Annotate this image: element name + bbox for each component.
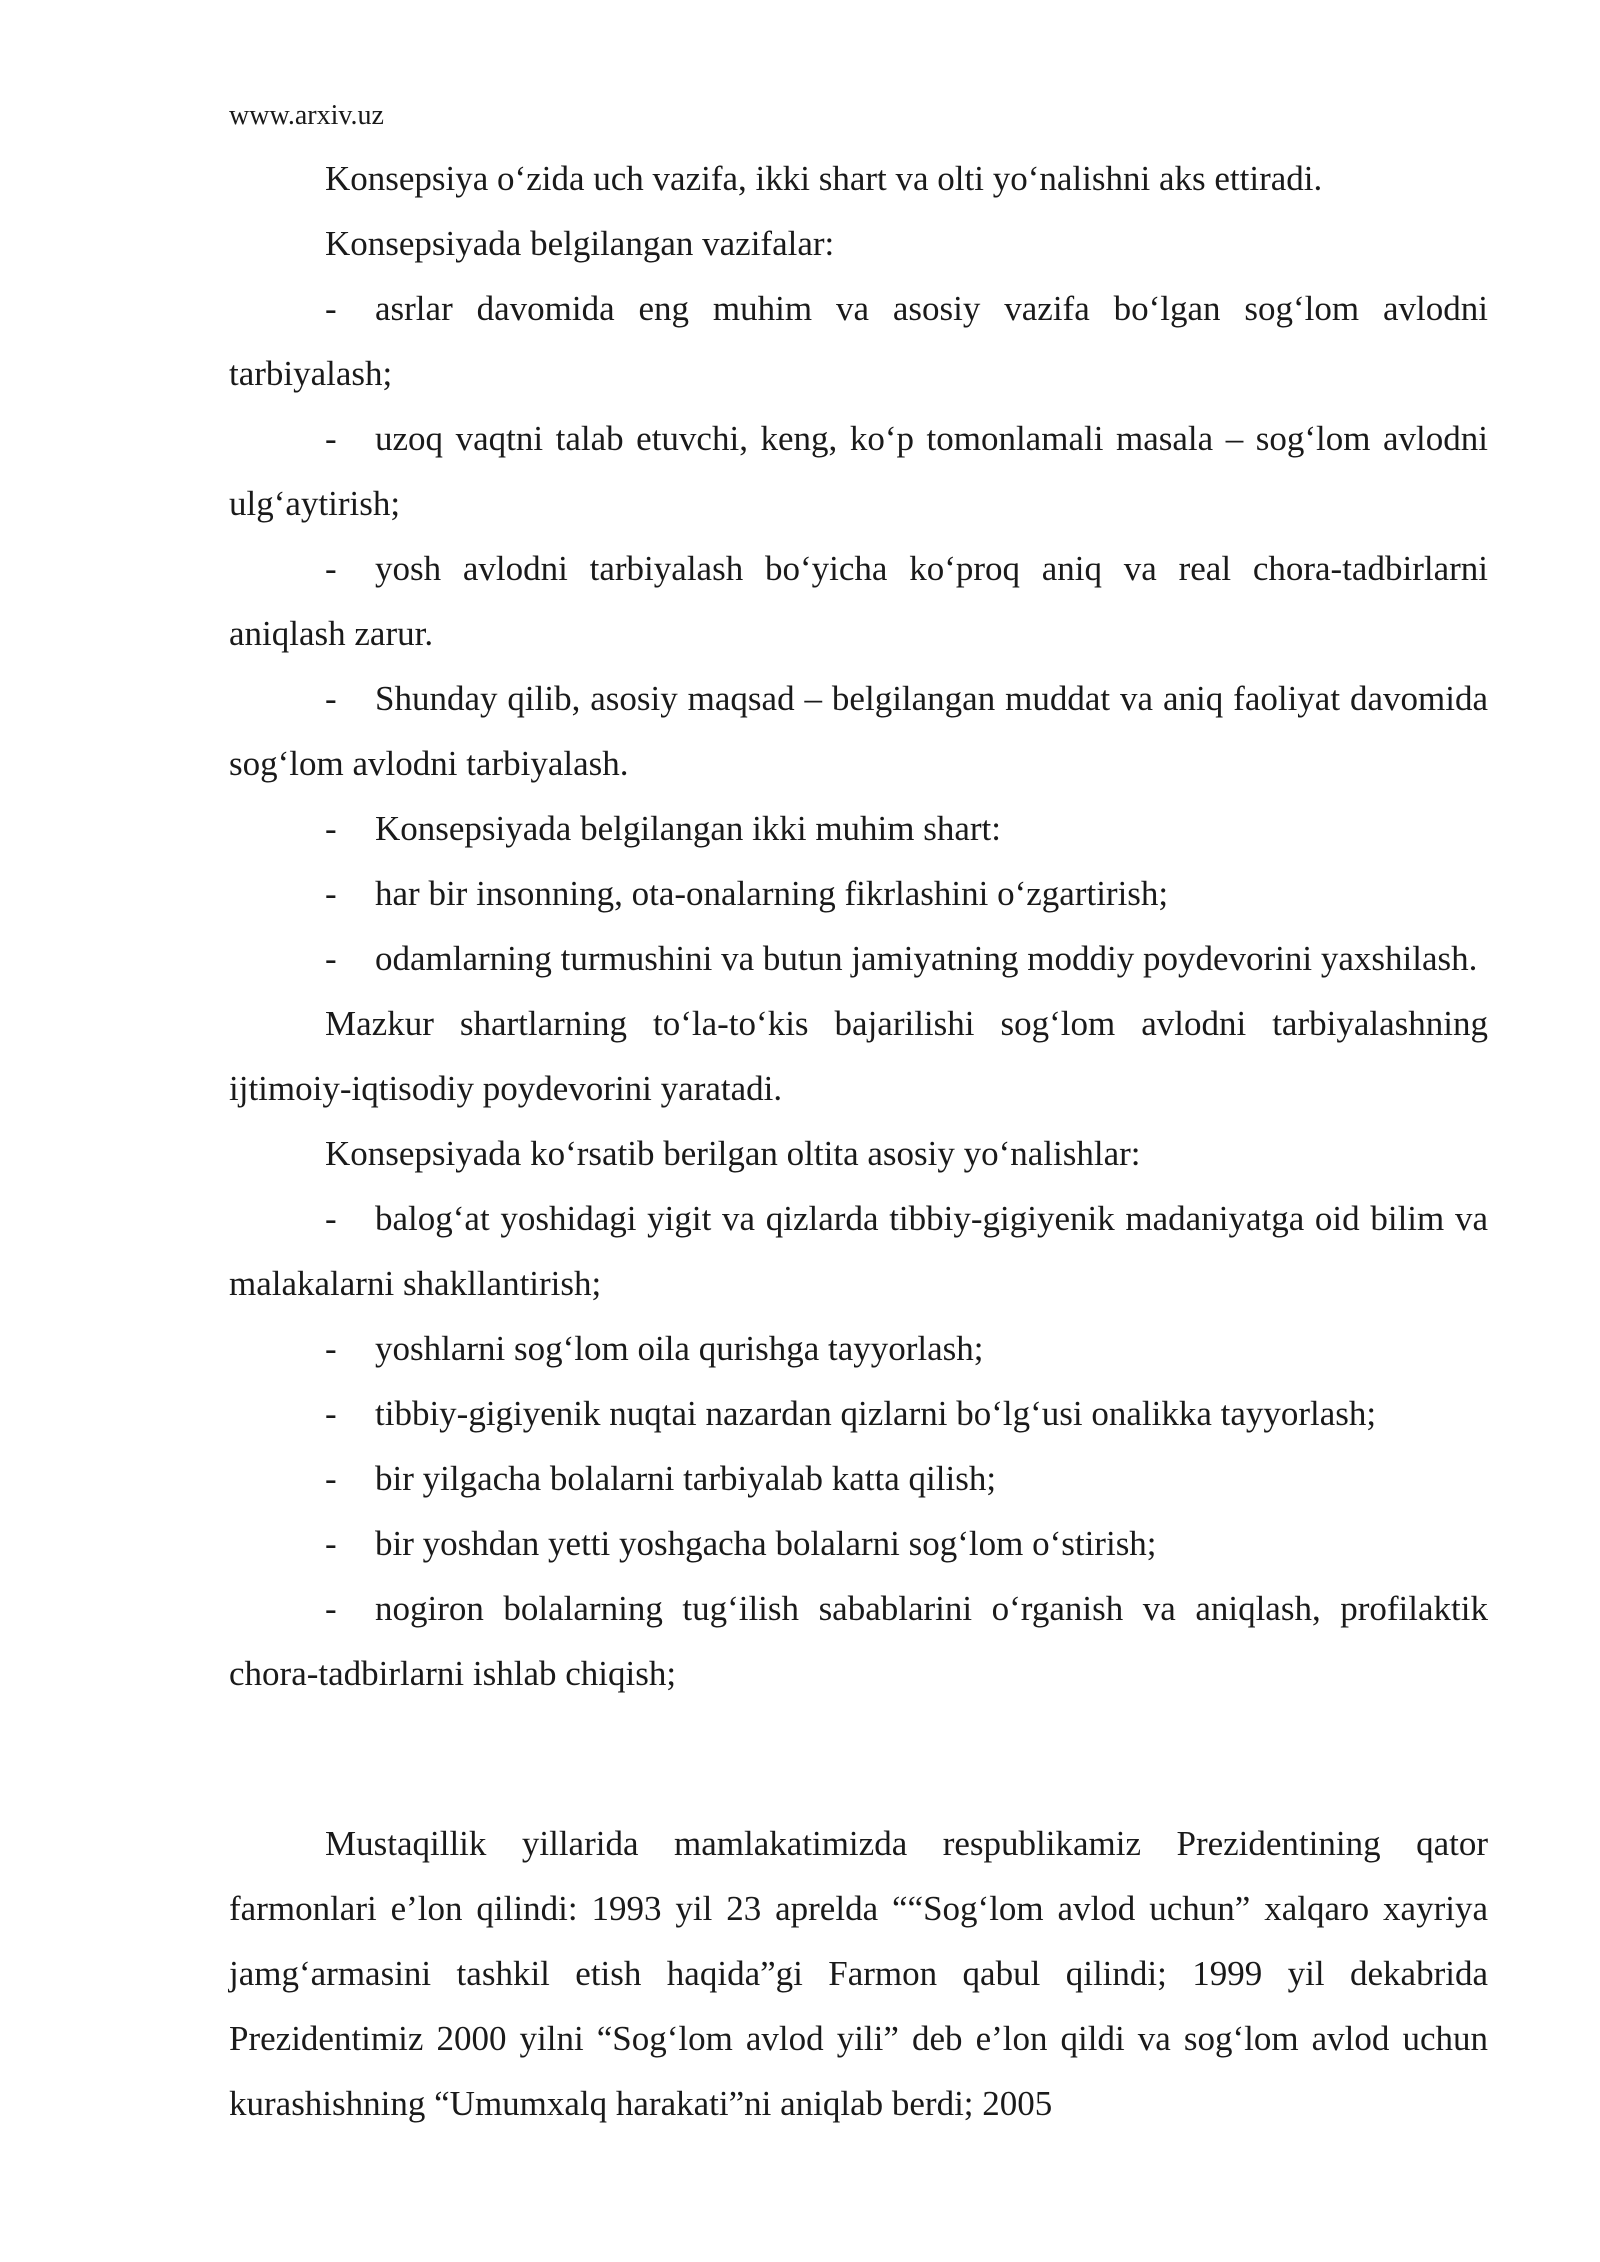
- direction-item-3: [229, 1381, 1488, 1446]
- direction-item-2: [229, 1316, 1488, 1381]
- dash-marker: -: [325, 1199, 337, 1238]
- dash-marker: -: [325, 289, 337, 328]
- task-item-3: [229, 536, 1488, 666]
- task-item-1: [229, 276, 1488, 406]
- directions-heading: Konsepsiyada ko‘rsatib berilgan oltita asosiy yo‘nalishlar:: [325, 1134, 1141, 1173]
- dash-marker: -: [325, 939, 337, 978]
- direction-item-text: balog‘at yoshidagi yigit va qizlarda tibbiy-gigiyenik madaniyatga oid bilim va malakalarni shakllantirish;: [229, 1199, 1488, 1303]
- task-item-text: yosh avlodni tarbiyalash bo‘yicha ko‘proq aniq va real chora-tadbirlarni aniqlash zarur.: [229, 549, 1488, 653]
- task-item-text: odamlarning turmushini va butun jamiyatning moddiy poydevorini yaxshilash.: [375, 939, 1478, 978]
- dash-marker: -: [325, 809, 337, 848]
- dash-marker: -: [325, 874, 337, 913]
- conditions-result: Mazkur shartlarning to‘la-to‘kis bajarilishi sog‘lom avlodni tarbiyalashning ijtimoiy-iqtisodiy poydevorini yaratadi.: [229, 1004, 1488, 1108]
- dash-marker: -: [325, 419, 337, 458]
- direction-item-5: [229, 1511, 1488, 1576]
- direction-item-text: bir yilgacha bolalarni tarbiyalab katta qilish;: [375, 1459, 997, 1498]
- direction-item-text: bir yoshdan yetti yoshgacha bolalarni sog‘lom o‘stirish;: [375, 1524, 1157, 1563]
- dash-marker: -: [325, 1329, 337, 1368]
- dash-marker: -: [325, 1589, 337, 1628]
- dash-marker: -: [325, 549, 337, 588]
- dash-marker: -: [325, 1524, 337, 1563]
- task-item-text: har bir insonning, ota-onalarning fikrlashini o‘zgartirish;: [375, 874, 1169, 913]
- site-header: www.arxiv.uz: [229, 100, 384, 131]
- direction-item-6: [229, 1576, 1488, 1706]
- task-item-text: asrlar davomida eng muhim va asosiy vazifa bo‘lgan sog‘lom avlodni tarbiyalash;: [229, 289, 1488, 393]
- task-item-text: Shunday qilib, asosiy maqsad – belgilangan muddat va aniq faoliyat davomida sog‘lom avlodni tarbiyalash.: [229, 679, 1488, 783]
- dash-marker: -: [325, 1394, 337, 1433]
- dash-marker: -: [325, 1459, 337, 1498]
- direction-item-text: tibbiy-gigiyenik nuqtai nazardan qizlarni bo‘lg‘usi onalikka tayyorlash;: [375, 1394, 1377, 1433]
- dash-marker: -: [325, 679, 337, 718]
- intro-sentence: Konsepsiya o‘zida uch vazifa, ikki shart va olti yo‘nalishni aks ettiradi.: [325, 159, 1323, 198]
- direction-item-4: [229, 1446, 1488, 1511]
- direction-item-text: yoshlarni sog‘lom oila qurishga tayyorlash;: [375, 1329, 984, 1368]
- task-item-text: uzoq vaqtni talab etuvchi, keng, ko‘p tomonlamali masala – sog‘lom avlodni ulg‘aytirish;: [229, 419, 1488, 523]
- task-item-text: Konsepsiyada belgilangan ikki muhim shart:: [375, 809, 1002, 848]
- task-item-2: [229, 406, 1488, 536]
- direction-item-text: nogiron bolalarning tug‘ilish sabablarini o‘rganish va aniqlash, profilaktik chora-tadbirlarni ishlab chiqish;: [229, 1589, 1488, 1693]
- task-item-5: [229, 796, 1488, 861]
- task-item-6: [229, 861, 1488, 926]
- closing-section: [229, 1811, 1488, 2136]
- task-item-7: [229, 926, 1488, 991]
- closing-paragraph: Mustaqillik yillarida mamlakatimizda respublikamiz Prezidentining qator farmonlari e’lon qilindi: 1993 yil 23 aprelda ““Sog‘lom avlod uchun” xalqaro xayriya jamg‘armasini tashkil etish haqida”gi Farmon qabul qilindi; 1999 yil dekabrida Prezidentimiz 2000 yilni “Sog‘lom avlod yili” deb e’lon qildi va sog‘lom avlod uchun kurashishning “Umumxalq harakati”ni aniqlab berdi; 2005: [229, 1824, 1488, 2123]
- tasks-heading: Konsepsiyada belgilangan vazifalar:: [325, 224, 835, 263]
- task-item-4: [229, 666, 1488, 796]
- main-text: [229, 146, 1488, 1706]
- direction-item-1: [229, 1186, 1488, 1316]
